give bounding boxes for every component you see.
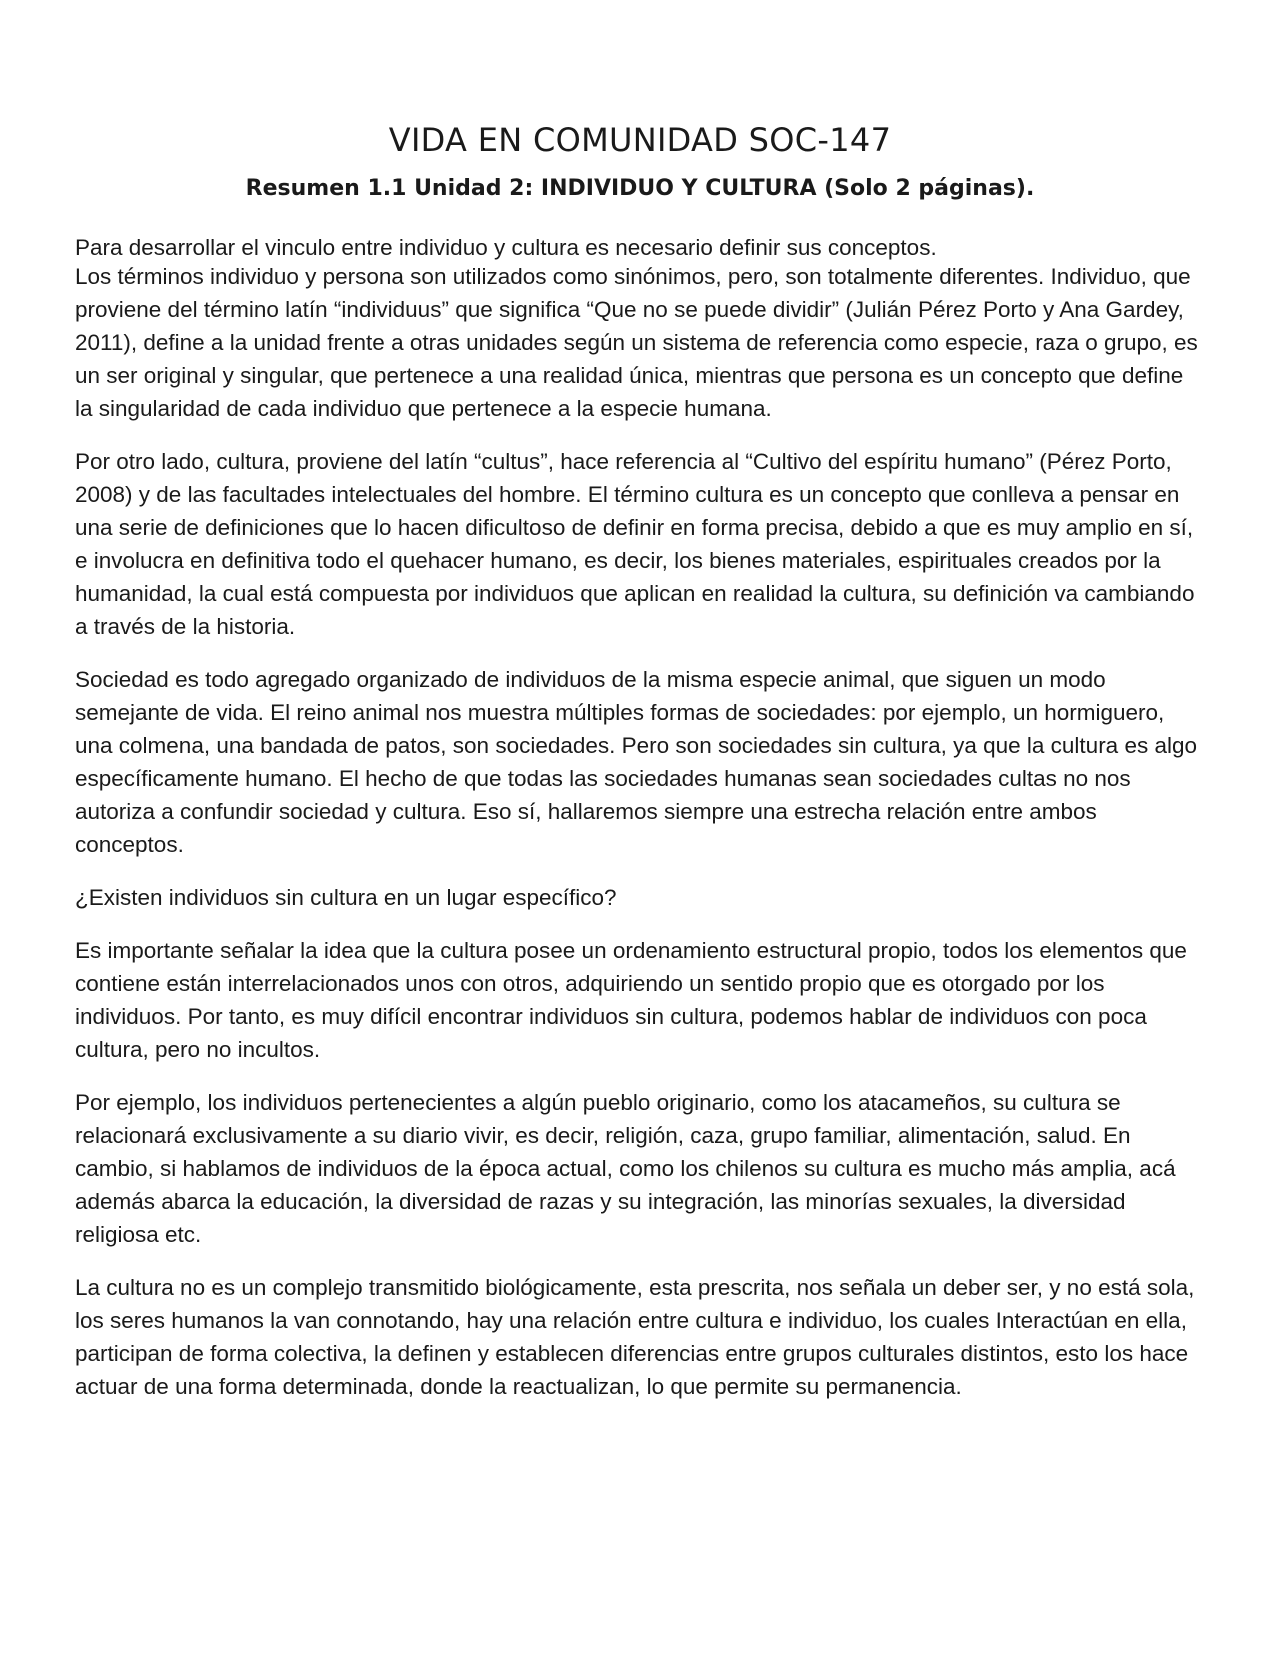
paragraph-conclusion: La cultura no es un complejo transmitido biológicamente, esta prescrita, nos señala un deber ser, y no está sola, los seres humanos la van connotando, hay una relación entre cultura e individuo, los cuales Interactúan en ella, participan de forma colectiva, la definen y establecen diferencias entre grupos culturales distintos, esto los hace actuar de una forma determinada, donde la reactualizan, lo que permite su permanencia. [75,1275,1195,1399]
document-page [75,120,1205,1403]
paragraph-ordenamiento: Es importante señalar la idea que la cultura posee un ordenamiento estructural propio, todos los elementos que contiene están interrelacionados unos con otros, adquiriendo un sentido propio que es otorgado por los individuos. Por tanto, es muy difícil encontrar individuos sin cultura, podemos hablar de individuos con poca cultura, pero no incultos. [75,938,1187,1062]
paragraph-ejemplo: Por ejemplo, los individuos pertenecientes a algún pueblo originario, como los atacameños, su cultura se relacionará exclusivamente a su diario vivir, es decir, religión, caza, grupo familiar, alimentación, salud. En cambio, si hablamos de individuos de la época actual, como los chilenos su cultura es mucho más amplia, acá además abarca la educación, la diversidad de razas y su integración, las minorías sexuales, la diversidad religiosa etc. [75,1090,1176,1247]
paragraph-question: ¿Existen individuos sin cultura en un lugar específico? [75,885,617,910]
document-subtitle: Resumen 1.1 Unidad 2: INDIVIDUO Y CULTURA (Solo 2 páginas). [245,176,1035,201]
paragraph-individuo: Los términos individuo y persona son utilizados como sinónimos, pero, son totalmente diferentes. Individuo, que proviene del término latín “individuus” que significa “Que no se puede dividir” (Julián Pérez Porto y Ana Gardey, 2011), define a la unidad frente a otras unidades según un sistema de referencia como especie, raza o grupo, es un ser original y singular, que pertenece a una realidad única, mientras que persona es un concepto que define la singularidad de cada individuo que pertenece a la especie humana. [75,264,1198,421]
document-title: VIDA EN COMUNIDAD SOC-147 [388,121,892,159]
paragraph-sociedad: Sociedad es todo agregado organizado de individuos de la misma especie animal, que siguen un modo semejante de vida. El reino animal nos muestra múltiples formas de sociedades: por ejemplo, un hormiguero, una colmena, una bandada de patos, son sociedades. Pero son sociedades sin cultura, ya que la cultura es algo específicamente humano. El hecho de que todas las sociedades humanas sean sociedades cultas no nos autoriza a confundir sociedad y cultura. Eso sí, hallaremos siempre una estrecha relación entre ambos conceptos. [75,667,1198,857]
paragraph-cultura: Por otro lado, cultura, proviene del latín “cultus”, hace referencia al “Cultivo del espíritu humano” (Pérez Porto, 2008) y de las facultades intelectuales del hombre. El término cultura es un concepto que conlleva a pensar en una serie de definiciones que lo hacen dificultoso de definir en forma precisa, debido a que es muy amplio en sí, e involucra en definitiva todo el quehacer humano, es decir, los bienes materiales, espirituales creados por la humanidad, la cual está compuesta por individuos que aplican en realidad la cultura, su definición va cambiando a través de la historia. [75,449,1195,639]
paragraph-intro: Para desarrollar el vinculo entre individuo y cultura es necesario definir sus conceptos. [75,235,937,260]
